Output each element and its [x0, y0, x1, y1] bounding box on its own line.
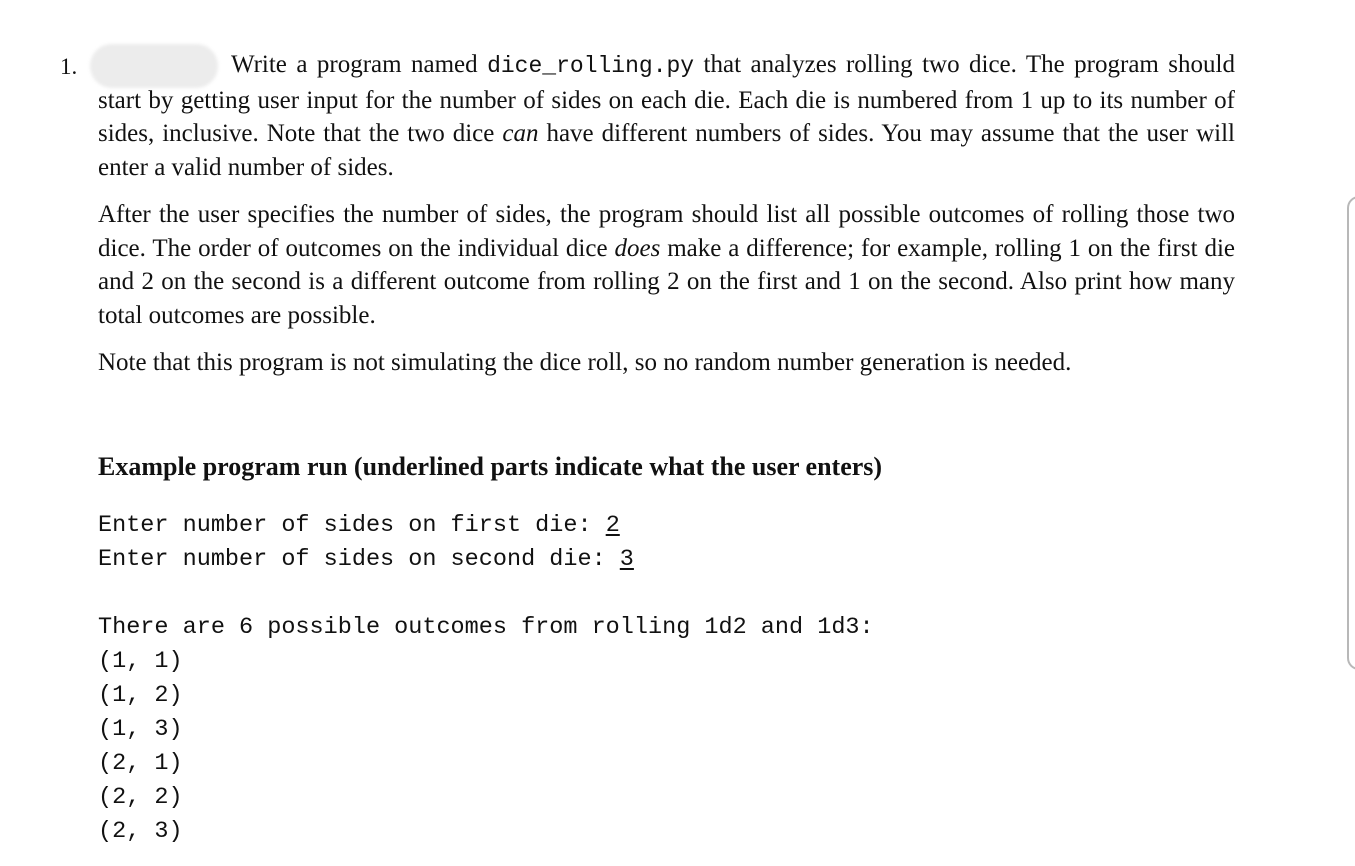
- problem-body: [98, 48, 1235, 394]
- paragraph-outcomes: [98, 198, 1235, 332]
- problem-number: 1.: [60, 54, 78, 79]
- console-line-second-die: [98, 543, 874, 577]
- filename-code: dice_rolling.py: [487, 53, 695, 79]
- intro-text-start: Write a program named: [231, 51, 488, 78]
- prompt-first-die: Enter number of sides on first die:: [98, 512, 606, 539]
- intro-text-end: have different numbers of sides. You may assume that the user will enter a valid number of sides.: [98, 120, 1235, 181]
- intro-text-middle: that analyzes rolling two dice. The program should start by getting user input for the number of sides on each die. Each die is numbered from 1 up to its number of sides, inclusive. Note that the two dice: [98, 51, 1235, 147]
- side-panel-edge: [1347, 196, 1355, 670]
- console-blank-line: [98, 577, 874, 611]
- user-input-first-die: 2: [605, 512, 620, 539]
- outcome-line: (2, 1): [98, 750, 183, 777]
- prompt-second-die: Enter number of sides on second die:: [98, 546, 620, 573]
- outcomes-text-end: make a difference; for example, rolling 1 on the first die and 2 on the second is a different outcome from rolling 2 on the first and 1 on the second. Also print how many total outcomes are possible.: [98, 234, 1235, 329]
- outcome-line: (2, 3): [98, 818, 183, 845]
- emphasis-does: does: [614, 234, 661, 262]
- emphasis-can: can: [502, 120, 539, 147]
- console-line-first-die: [98, 509, 874, 543]
- outcome-line: (1, 1): [98, 648, 183, 675]
- example-console-output: [98, 509, 874, 849]
- paragraph-note: Note that this program is not simulating the dice roll, so no random number generation is needed.: [98, 349, 1072, 376]
- outcome-line: (1, 3): [98, 716, 183, 743]
- paragraph-intro: [98, 48, 1235, 184]
- console-summary-line: There are 6 possible outcomes from rolling 1d2 and 1d3:: [98, 614, 874, 641]
- outcomes-text-start: After the user specifies the number of sides, the program should list all possible outcomes of rolling those two dice. The order of outcomes on the individual dice: [98, 201, 1235, 262]
- outcome-line: (1, 2): [98, 682, 183, 709]
- user-input-second-die: 3: [619, 546, 634, 573]
- outcome-line: (2, 2): [98, 784, 183, 811]
- example-heading: Example program run (underlined parts indicate what the user enters): [98, 452, 883, 481]
